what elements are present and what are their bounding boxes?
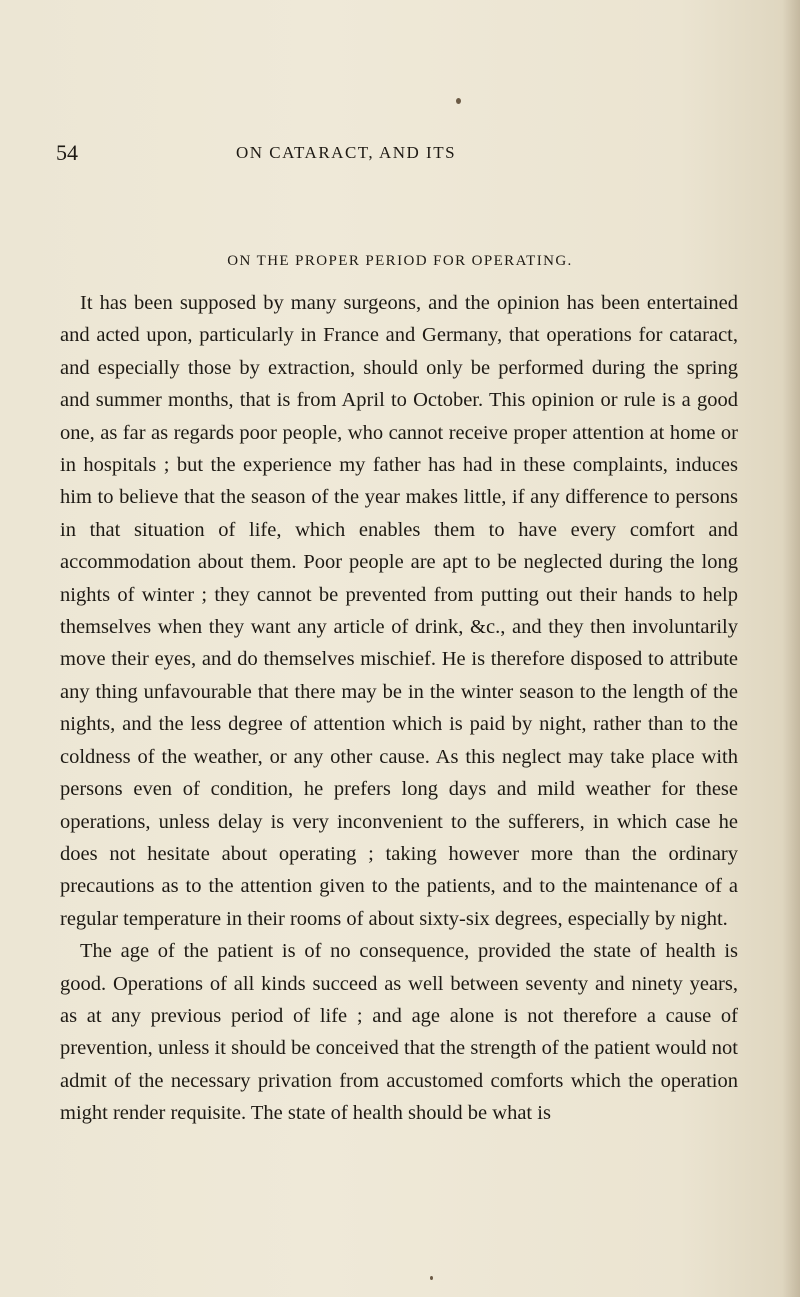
ink-speck [430, 1276, 433, 1280]
ink-speck [456, 98, 461, 104]
running-head [56, 140, 756, 170]
paragraph: The age of the patient is of no consequence, provided the state of health is good. Operations of all kinds succeed as well between seventy and ninety years, as at any previous period of life ; and age alone is not therefore a cause of prevention, unless it should be conceived that the strength of the patient would not admit of the necessary privation from accustomed comforts which the operation might render requisite. The state of health should be what is [60, 940, 738, 1125]
paragraph: It has been supposed by many surgeons, and the opinion has been entertained and acted upon, particularly in France and Germany, that operations for cataract, and especially those by extraction, should only be performed during the spring and summer months, that is from April to October. This opinion or rule is a good one, as far as regards poor people, who cannot receive proper attention at home or in hospitals ; but the experience my father has had in these complaints, induces him to believe that the season of the year makes little, if any difference to persons in that situation of life, which enables them to have every comfort and accommodation about them. Poor people are apt to be neglected during the long nights of winter ; they cannot be prevented from putting out their hands to help themselves when they want any article of drink, &c., and they then involuntarily move their eyes, and do themselves mischief. He is therefore disposed to attribute any thing unfavourable that there may be in the winter season to the length of the nights, and the less degree of attention which is paid by night, rather than to the coldness of the weather, or any other cause. As this neglect may take place with persons even of condition, he prefers long days and mild weather for these operations, unless delay is very inconvenient to the sufferers, in which case he does not hesitate about operating ; taking however more than the ordinary precautions as to the attention given to the patients, and to the maintenance of a regular temperature in their rooms of about sixty-six degrees, especially by night. [60, 292, 738, 930]
page-number: 54 [56, 140, 78, 165]
section-heading: ON THE PROPER PERIOD FOR OPERATING. [227, 253, 573, 269]
page-edge-shadow [782, 0, 800, 1297]
body-text [60, 287, 738, 1130]
running-title: ON CATARACT, AND ITS [236, 143, 457, 162]
